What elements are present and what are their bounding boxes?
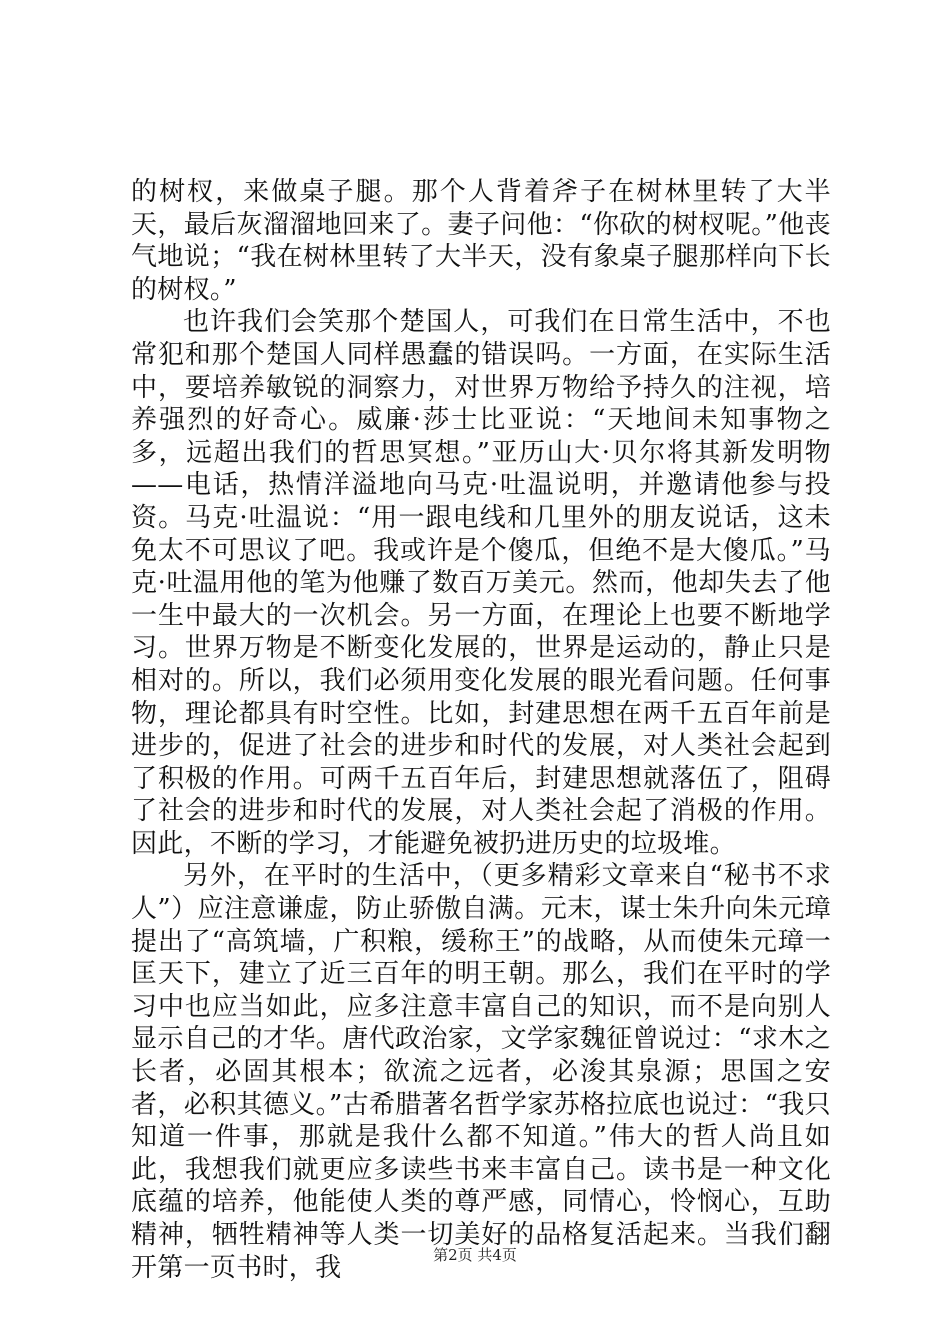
paragraph-3: 另外，在平时的生活中，（更多精彩文章来自“秘书不求人”）应注意谦虚，防止骄傲自满。元末，谋士朱升向朱元璋提出了“高筑墙，广积粮，缓称王”的战略，从而使朱元璋一匡天下，建立了近三百年的明王朝。那么，我们在平时的学习中也应当如此，应多注意丰富自己的知识，而不是向别人显示自己的才华。唐代政治家，文学家魏征曾说过：“求木之长者，必固其根本；欲流之远者，必浚其泉源；思国之安者，必积其德义。”古希腊著名哲学家苏格拉底也说过：“我只知道一件事，那就是我什么都不知道。”伟大的哲人尚且如此，我想我们就更应多读些书来丰富自己。读书是一种文化底蕴的培养，他能使人类的尊严感，同情心，怜悯心，互助精神，牺牲精神等人类一切美好的品格复活起来。当我们翻开第一页书时，我 xyxy=(131,861,831,1283)
page-number-footer: 第2页 共4页 xyxy=(433,1246,517,1264)
document-body xyxy=(131,176,831,1284)
paragraph-1: 的树杈，来做桌子腿。那个人背着斧子在树林里转了大半天，最后灰溜溜地回来了。妻子问他：“你砍的树杈呢。”他丧气地说；“我在树林里转了大半天，没有象桌子腿那样向下长的树杈。” xyxy=(131,177,831,305)
paragraph-2: 也许我们会笑那个楚国人，可我们在日常生活中，不也常犯和那个楚国人同样愚蠢的错误吗。一方面，在实际生活中，要培养敏锐的洞察力，对世界万物给予持久的注视，培养强烈的好奇心。威廉·莎士比亚说：“天地间未知事物之多，远超出我们的哲思冥想。”亚历山大·贝尔将其新发明物——电话，热情洋溢地向马克·吐温说明，并邀请他参与投资。马克·吐温说：“用一跟电线和几里外的朋友说话，这未免太不可思议了吧。我或许是个傻瓜，但绝不是大傻瓜。”马克·吐温用他的笔为他赚了数百万美元。然而，他却失去了他一生中最大的一次机会。另一方面，在理论上也要不断地学习。世界万物是不断变化发展的，世界是运动的，静止只是相对的。所以，我们必须用变化发展的眼光看问题。任何事物，理论都具有时空性。比如，封建思想在两千五百年前是进步的，促进了社会的进步和时代的发展，对人类社会起到了积极的作用。可两千五百年后，封建思想就落伍了，阻碍了社会的进步和时代的发展，对人类社会起了消极的作用。因此，不断的学习，才能避免被扔进历史的垃圾堆。 xyxy=(131,307,831,859)
